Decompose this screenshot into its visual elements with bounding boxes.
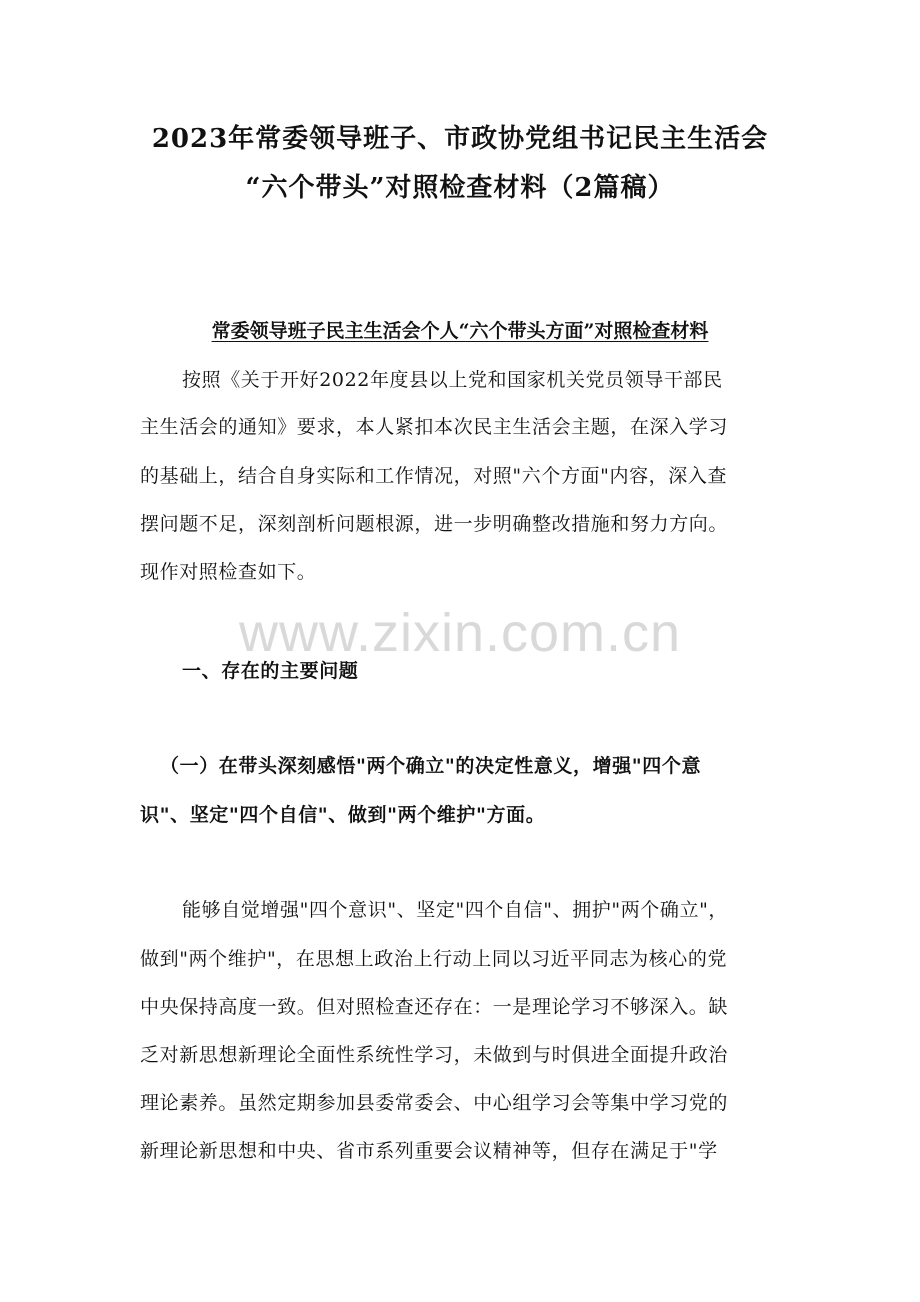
- body-line: 能够自觉增强"四个意识"、坚定"四个自信"、拥护"两个确立"，: [182, 899, 729, 921]
- body-line: 乏对新思想新理论全面性系统性学习，未做到与时俱进全面提升政治: [140, 1044, 729, 1066]
- intro-line: 主生活会的通知》要求，本人紧扣本次民主生活会主题，在深入学习: [140, 416, 729, 438]
- intro-line: 现作对照检查如下。: [140, 561, 317, 583]
- section-heading: 一、存在的主要问题: [182, 660, 359, 682]
- section-subtitle: 常委领导班子民主生活会个人“六个带头方面”对照检查材料: [211, 320, 709, 342]
- body-line: 新理论新思想和中央、省市系列重要会议精神等，但存在满足于"学: [140, 1140, 718, 1162]
- body-line: 做到"两个维护"，在思想上政治上行动上同以习近平同志为核心的党: [140, 948, 728, 970]
- body-line: 理论素养。虽然定期参加县委常委会、中心组学习会等集中学习党的: [140, 1092, 729, 1114]
- intro-line: 的基础上，结合自身实际和工作情况，对照"六个方面"内容，深入查: [140, 465, 728, 487]
- intro-line: 按照《关于开好2022年度县以上党和国家机关党员领导干部民: [182, 369, 723, 391]
- intro-line: 摆问题不足，深刻剖析问题根源，进一步明确整改措施和努力方向。: [140, 513, 729, 535]
- subsection-heading-line: （一）在带头深刻感悟"两个确立"的决定性意义，增强"四个意: [160, 755, 702, 777]
- document-title-line-2: “六个带头”对照检查材料（2篇稿）: [245, 173, 675, 203]
- document-title-line-1: 2023年常委领导班子、市政协党组书记民主生活会: [151, 124, 769, 154]
- watermark: www.zixin.com.cn: [238, 603, 682, 663]
- subsection-heading-line: 识"、坚定"四个自信"、做到"两个维护"方面。: [140, 804, 546, 826]
- body-line: 中央保持高度一致。但对照检查还存在：一是理论学习不够深入。缺: [140, 996, 729, 1018]
